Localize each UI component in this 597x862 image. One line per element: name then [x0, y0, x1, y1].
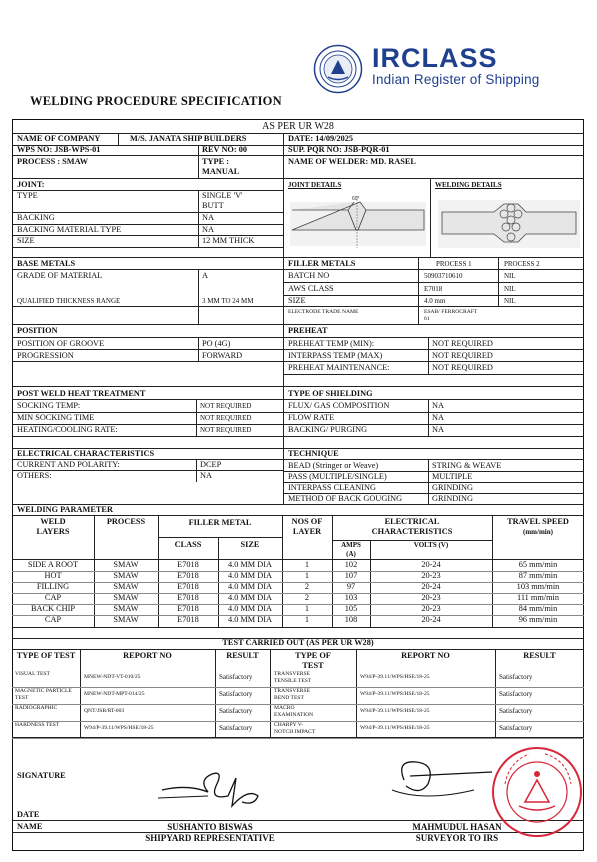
shipyard-rep-name: SUSHANTO BISWAS: [167, 822, 253, 832]
filler-process-1: PROCESS 1: [436, 260, 472, 268]
current-value: DCEP: [200, 460, 222, 469]
col-travel-speed: TRAVEL SPEED: [507, 517, 569, 526]
surveyor-role: SURVEYOR TO IRS: [415, 833, 499, 843]
col-size: SIZE: [240, 540, 260, 549]
trade-name-label: ELECTRODE TRADE NAME: [288, 309, 359, 315]
joint-title: JOINT:: [17, 180, 45, 189]
test-result2: Satisfactory: [499, 724, 533, 732]
process-field: PROCESS : SMAW: [17, 157, 88, 166]
col-amps-unit: (A): [346, 550, 356, 558]
param-cell-speed: 103 mm/min: [516, 582, 560, 591]
col-filler-metal: FILLER METAL: [188, 518, 252, 527]
param-cell-speed: 84 mm/min: [518, 604, 558, 613]
aws-p2: NIL: [504, 285, 516, 293]
wps-no: WPS NO: JSB-WPS-01: [17, 145, 101, 154]
groove-label: POSITION OF GROOVE: [17, 339, 105, 348]
welding-details-drawing: [438, 192, 580, 254]
test-type2: TRANSVERSE: [274, 671, 311, 677]
test-result2: Satisfactory: [499, 690, 533, 698]
test-col-result2: RESULT: [523, 651, 556, 660]
param-cell-class: E7018: [177, 560, 199, 569]
soaking-temp-label: SOCKING TEMP:: [17, 401, 81, 410]
param-cell-nos: 1: [304, 615, 310, 624]
irs-stamp: [489, 744, 585, 840]
param-cell-speed: 96 mm/min: [518, 615, 558, 624]
col-weld: WELD: [40, 517, 66, 526]
test-result: Satisfactory: [219, 707, 253, 715]
gouging-value: GRINDING: [432, 494, 474, 503]
preheat-min-value: NOT REQUIRED: [432, 339, 493, 348]
filler-metals-title: FILLER METALS: [288, 259, 356, 268]
type-label: TYPE :: [202, 157, 229, 166]
batch-p2: NIL: [504, 272, 516, 280]
param-cell-volts: 20-24: [421, 582, 441, 591]
test-type2: BEND TEST: [274, 695, 304, 701]
svg-text:60°: 60°: [352, 196, 360, 202]
date-label: DATE: [17, 810, 40, 819]
flux-value: NA: [432, 401, 444, 410]
rev-no: REV NO: 00: [202, 145, 248, 154]
test-report2: W94/P-39.11/WPS/HSE/18-25: [360, 674, 430, 680]
test-report2: W94/P-39.11/WPS/HSE/18-25: [360, 725, 430, 731]
param-cell-layer: CAP: [44, 593, 62, 602]
param-cell-volts: 20-24: [421, 560, 441, 569]
param-cell-amps: 102: [344, 560, 358, 569]
param-cell-layer: BACK CHIP: [30, 604, 76, 613]
trade-name-value-1: ESAB/ FERROCRAFT: [424, 309, 478, 315]
test-report2: W94/P-39.11/WPS/HSE/18-25: [360, 708, 430, 714]
backing-material-value: NA: [202, 225, 214, 234]
param-cell-nos: 2: [304, 582, 310, 591]
param-cell-volts: 20-23: [421, 571, 441, 580]
test-result: Satisfactory: [219, 690, 253, 698]
test-type2: EXAMINATION: [274, 712, 314, 718]
type-value: MANUAL: [202, 167, 240, 176]
brand-block: [372, 44, 572, 88]
groove-value: PO (4G): [202, 339, 231, 348]
surveyor-name: MAHMUDUL HASAN: [412, 822, 502, 832]
col-amps: AMPS: [341, 541, 361, 549]
welder-name: NAME OF WELDER: MD. RASEL: [288, 157, 416, 166]
preheat-min-label: PREHEAT TEMP (MIN):: [288, 339, 375, 348]
param-cell-class: E7018: [177, 571, 199, 580]
bead-label: BEAD (Stringer or Weave): [288, 461, 379, 470]
col-volts: VOLTS (V): [413, 541, 449, 549]
shielding-title: TYPE OF SHIELDING: [288, 389, 373, 398]
col-electrical: ELECTRICAL: [384, 517, 440, 526]
test-report2: W94/P-39.11/WPS/HSE/18-25: [360, 691, 430, 697]
test-type: RADIOGRAPHIC: [15, 705, 58, 711]
date-field: DATE: 14/09/2025: [288, 134, 354, 143]
test-report: MNEW-NDT-MPT-014/25: [84, 691, 145, 697]
param-cell-speed: 87 mm/min: [518, 571, 558, 580]
name-label: NAME: [17, 822, 43, 831]
param-cell-size: 4.0 MM DIA: [227, 604, 273, 613]
test-result2: Satisfactory: [499, 707, 533, 715]
param-cell-size: 4.0 MM DIA: [227, 615, 273, 624]
test-type2: MACRO: [274, 705, 295, 711]
col-class: CLASS: [174, 540, 202, 549]
bead-value: STRING & WEAVE: [432, 461, 502, 470]
company-value: M/S. JANATA SHIP BUILDERS: [130, 134, 247, 143]
thickness-value: 3 MM TO 24 MM: [202, 297, 254, 305]
irclass-seal-logo: [313, 44, 363, 94]
thickness-label: QUALIFIED THICKNESS RANGE: [17, 297, 121, 305]
param-cell-nos: 1: [304, 560, 310, 569]
param-cell-class: E7018: [177, 604, 199, 613]
filler-size-label: SIZE: [288, 296, 306, 305]
col-characteristics: CHARACTERISTICS: [371, 527, 453, 536]
gouging-label: METHOD OF BACK GOUGING: [288, 494, 403, 503]
param-cell-volts: 20-23: [421, 593, 441, 602]
pwht-title: POST WELD HEAT TREATMENT: [17, 389, 146, 398]
position-title: POSITION: [17, 326, 58, 335]
param-cell-amps: 105: [344, 604, 358, 613]
purging-label: BACKING/ PURGING: [288, 425, 368, 434]
pass-value: MULTIPLE: [432, 472, 473, 481]
param-cell-size: 4.0 MM DIA: [227, 582, 273, 591]
current-label: CURRENT AND POLARITY:: [17, 460, 120, 469]
pass-label: PASS (MULTIPLE/SINGLE): [288, 472, 387, 481]
test-col-result: RESULT: [226, 651, 259, 660]
test-type: VISUAL TEST: [15, 671, 50, 677]
min-soaking-value: NOT REQUIRED: [200, 414, 252, 422]
flux-label: FLUX/ GAS COMPOSITION: [288, 401, 390, 410]
param-cell-nos: 1: [304, 571, 310, 580]
progression-label: PROGRESSION: [17, 351, 74, 360]
param-cell-size: 4.0 MM DIA: [227, 560, 273, 569]
brand-tagline: Indian Register of Shipping: [372, 72, 540, 87]
aws-label: AWS CLASS: [288, 284, 334, 293]
backing-label: BACKING: [17, 213, 55, 222]
aws-value: E7018: [424, 285, 443, 293]
trade-name-value-2: 61: [424, 316, 430, 322]
batch-label: BATCH NO: [288, 271, 330, 280]
param-cell-amps: 108: [344, 615, 358, 624]
param-cell-amps: 107: [344, 571, 358, 580]
others-label: OTHERS:: [17, 471, 52, 480]
col-layers: LAYERS: [36, 527, 70, 536]
param-cell-speed: 65 mm/min: [518, 560, 558, 569]
shipyard-signature: [158, 766, 268, 812]
test-report: W94/P-39.11/WPS/HSE/18-25: [84, 725, 154, 731]
signature-label: SIGNATURE: [17, 771, 66, 780]
param-cell-layer: SIDE A ROOT: [27, 560, 79, 569]
flow-rate-label: FLOW RATE: [288, 413, 335, 422]
test-col-type: TYPE OF TEST: [16, 651, 76, 660]
test-result: Satisfactory: [219, 673, 253, 681]
backing-material-label: BACKING MATERIAL TYPE: [17, 225, 122, 234]
param-cell-volts: 20-24: [421, 615, 441, 624]
param-cell-volts: 20-23: [421, 604, 441, 613]
joint-size-label: SIZE: [17, 236, 35, 245]
maintenance-value: NOT REQUIRED: [432, 363, 493, 372]
brand-name: IRCLASS: [372, 43, 498, 73]
joint-type-value-2: BUTT: [202, 201, 224, 210]
test-col-type2: TYPE OF: [295, 651, 331, 660]
batch-value: 50903710610: [424, 272, 463, 280]
joint-type-label: TYPE: [17, 191, 38, 200]
interpass-label: INTERPASS TEMP (MAX): [288, 351, 383, 360]
welding-parameter-title: WELDING PARAMETER: [17, 505, 113, 514]
flow-rate-value: NA: [432, 413, 444, 422]
standard-heading: AS PER UR W28: [262, 121, 334, 132]
document-title: WELDING PROCEDURE SPECIFICATION: [30, 94, 282, 108]
backing-value: NA: [202, 213, 214, 222]
purging-value: NA: [432, 425, 444, 434]
electrical-title: ELECTRICAL CHARACTERISTICS: [17, 449, 155, 458]
tests-title: TEST CARRIED OUT (AS PER UR W28): [222, 638, 374, 647]
param-cell-amps: 97: [346, 582, 356, 591]
param-cell-process: SMAW: [113, 593, 139, 602]
param-cell-size: 4.0 MM DIA: [227, 571, 273, 580]
param-cell-process: SMAW: [113, 571, 139, 580]
filler-process-2: PROCESS 2: [504, 260, 540, 268]
test-type2: TRANSVERSE: [274, 688, 311, 694]
base-metals-title: BASE METALS: [17, 259, 76, 268]
joint-details-drawing: [290, 192, 426, 254]
cleaning-label: INTERPASS CLEANING: [288, 483, 376, 492]
test-result2: Satisfactory: [499, 673, 533, 681]
param-cell-process: SMAW: [113, 615, 139, 624]
preheat-title: PREHEAT: [288, 326, 328, 335]
grade-value: A: [202, 271, 208, 280]
param-cell-nos: 1: [304, 604, 310, 613]
filler-size-value: 4.0 mm: [424, 297, 446, 305]
technique-title: TECHNIQUE: [288, 449, 339, 458]
param-cell-layer: CAP: [44, 615, 62, 624]
param-cell-class: E7018: [177, 582, 199, 591]
company-label: NAME OF COMPANY: [17, 134, 101, 143]
param-cell-speed: 111 mm/min: [516, 593, 560, 602]
soaking-temp-value: NOT REQUIRED: [200, 402, 252, 410]
param-cell-size: 4.0 MM DIA: [227, 593, 273, 602]
param-cell-nos: 2: [304, 593, 310, 602]
col-layer: LAYER: [292, 527, 322, 536]
test-type2: CHARPY V-: [274, 722, 304, 728]
welding-details-heading: WELDING DETAILS: [435, 181, 502, 189]
heating-rate-label: HEATING/COOLING RATE:: [17, 425, 118, 434]
sup-pqr-no: SUP. PQR NO: JSB-PQR-01: [288, 145, 390, 154]
shipyard-rep-role: SHIPYARD REPRESENTATIVE: [145, 833, 275, 843]
cleaning-value: GRINDING: [432, 483, 474, 492]
test-col-report2: REPORT NO: [401, 651, 450, 660]
joint-type-value-1: SINGLE 'V': [202, 191, 243, 200]
param-cell-layer: HOT: [44, 571, 62, 580]
interpass-value: NOT REQUIRED: [432, 351, 493, 360]
test-type2: TENSILE TEST: [274, 678, 312, 684]
filler-size-p2: NIL: [504, 297, 516, 305]
param-cell-class: E7018: [177, 593, 199, 602]
test-type: HARDNESS TEST: [15, 722, 60, 728]
param-cell-class: E7018: [177, 615, 199, 624]
param-cell-process: SMAW: [113, 604, 139, 613]
test-type: TEST: [15, 695, 29, 701]
test-report: MNEW-NDT-VT-010/25: [84, 674, 141, 680]
test-result: Satisfactory: [219, 724, 253, 732]
param-cell-process: SMAW: [113, 560, 139, 569]
test-report: QNT/JSB/RT-003: [84, 708, 125, 714]
param-cell-amps: 103: [344, 593, 358, 602]
test-col-type2-b: TEST: [302, 661, 324, 670]
col-nos-of: NOS OF: [291, 517, 323, 526]
maintenance-label: PREHEAT MAINTENANCE:: [288, 363, 390, 372]
col-process: PROCESS: [106, 517, 146, 526]
test-type: MAGNETIC PARTICLE: [15, 688, 72, 694]
progression-value: FORWARD: [202, 351, 243, 360]
param-cell-process: SMAW: [113, 582, 139, 591]
grade-label: GRADE OF MATERIAL: [17, 271, 103, 280]
param-cell-layer: FILLING: [36, 582, 70, 591]
min-soaking-label: MIN SOCKING TIME: [17, 413, 95, 422]
test-col-report: REPORT NO: [123, 651, 172, 660]
others-value: NA: [200, 471, 212, 480]
col-travel-unit: (mm/min): [523, 528, 553, 536]
test-type2: NOTCH IMPACT: [274, 729, 316, 735]
joint-size-value: 12 MM THICK: [202, 236, 255, 245]
joint-details-heading: JOINT DETAILS: [288, 181, 342, 189]
surveyor-signature: [384, 750, 494, 812]
heating-rate-value: NOT REQUIRED: [200, 426, 252, 434]
